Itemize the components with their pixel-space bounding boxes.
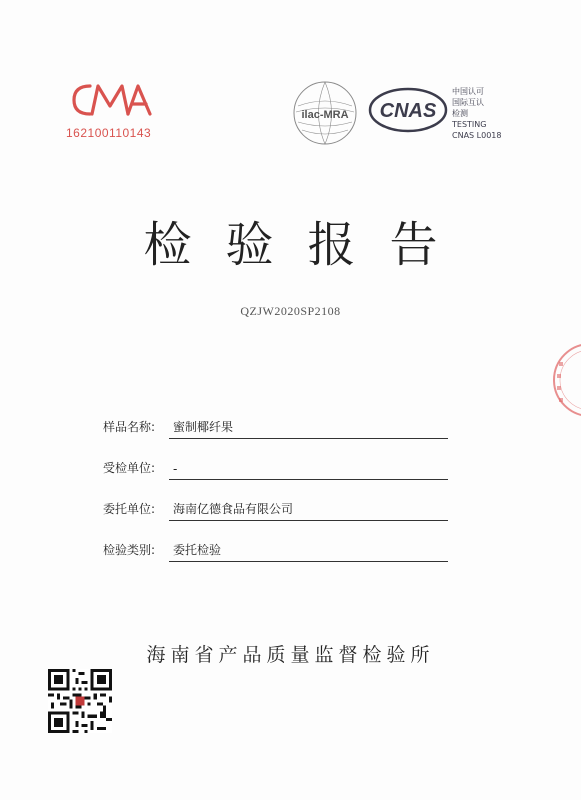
- field-value: -: [169, 462, 448, 480]
- field-value: 委托检验: [169, 541, 448, 562]
- field-row-client-unit: [103, 480, 448, 521]
- cnas-logo-icon: [368, 86, 448, 134]
- cma-logo-icon: [68, 80, 158, 120]
- report-info-fields: [103, 398, 448, 562]
- ilac-mra-logo-icon: [290, 78, 360, 148]
- cnas-line: TESTING: [452, 120, 487, 129]
- report-title: 检验报告: [143, 217, 472, 273]
- cnas-line: CNAS L0018: [452, 131, 502, 140]
- field-label: 检验类别:: [103, 543, 156, 557]
- field-label: 受检单位:: [103, 461, 156, 475]
- field-row-sample-name: [103, 398, 448, 439]
- cnas-line: 中国认可: [452, 87, 484, 96]
- seal-stamp-icon: [546, 340, 581, 420]
- report-number: QZJW2020SP2108: [240, 304, 341, 318]
- field-row-inspected-unit: [103, 439, 448, 480]
- field-row-inspection-type: [103, 521, 448, 562]
- field-label: 委托单位:: [103, 502, 156, 516]
- field-label: 样品名称:: [103, 420, 156, 434]
- field-value: 蜜制椰纤果: [169, 418, 448, 439]
- issuing-institute: 海南省产品质量监督检验所: [146, 644, 435, 666]
- cma-certificate-number: 162100110143: [66, 126, 152, 140]
- field-value: 海南亿德食品有限公司: [169, 500, 448, 521]
- cnas-line: 检测: [452, 109, 468, 118]
- qr-code-icon[interactable]: [48, 669, 112, 733]
- svg-text:CNAS: CNAS: [379, 100, 437, 122]
- ilac-mra-label: ilac-MRA: [301, 109, 349, 121]
- cnas-accreditation-text: [452, 86, 501, 141]
- cnas-line: 国际互认: [452, 98, 484, 107]
